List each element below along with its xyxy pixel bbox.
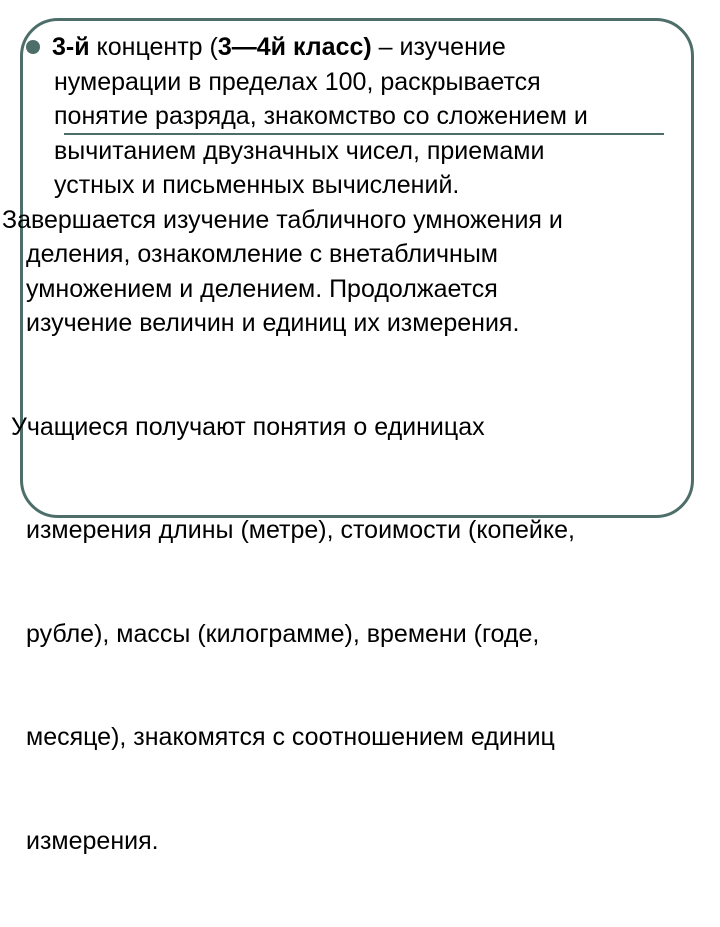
paragraph-2	[26, 203, 694, 341]
bullet-line-4: вычитанием двузначных чисел, приемами	[26, 134, 694, 169]
bullet-line-2: нумерации в пределах 100, раскрывается	[26, 65, 694, 100]
bullet-paragraph	[26, 30, 694, 203]
concentre-number: 3-й	[52, 33, 90, 61]
para3-line-5: измерения.	[26, 824, 694, 859]
grade-range: 3—4й класс)	[218, 33, 372, 61]
bullet-line-5: устных и письменных вычислений.	[26, 168, 694, 203]
para2-line-3: умножением и делением. Продолжается	[26, 272, 694, 307]
para3-line-2: измерения длины (метре), стоимости (копейке,	[26, 513, 694, 548]
para3-line-4: месяце), знакомятся с соотношением единиц	[26, 720, 694, 755]
para2-line-4: изучение величин и единиц их измерения.	[26, 306, 694, 341]
bullet-icon	[26, 40, 40, 54]
para2-line-1: Завершается изучение табличного умножения и	[2, 203, 694, 238]
bullet-line-3: понятие разряда, знакомство со сложением и	[26, 99, 694, 134]
slide-content	[26, 30, 694, 927]
line1-tail: – изучение	[372, 33, 506, 61]
concentre-label: концентр (	[90, 33, 218, 61]
paragraph-3	[26, 341, 694, 927]
para3-line-1: Учащиеся получают понятия о единицах	[4, 410, 694, 445]
para3-line-3: рубле), массы (килограмме), времени (годе,	[26, 617, 694, 652]
bullet-line-1	[26, 30, 694, 65]
para2-line-2: деления, ознакомление с внетабличным	[26, 237, 694, 272]
